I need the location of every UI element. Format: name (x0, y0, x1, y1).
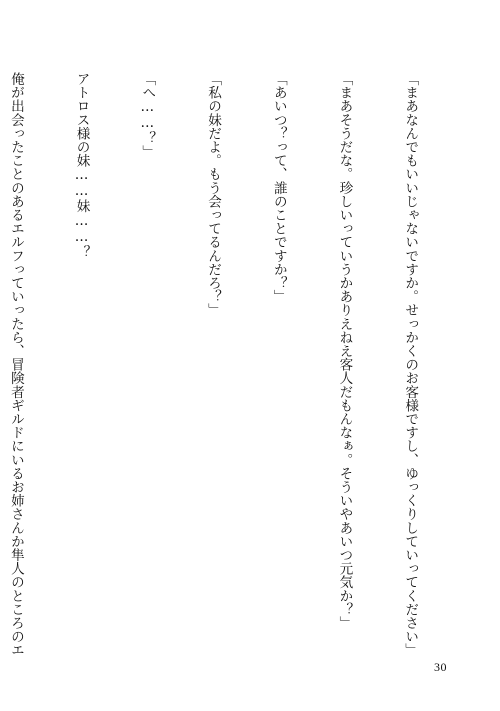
text-line: 「へ……？」 (139, 72, 156, 159)
text-line: 俺が出会ったことのあるエルフっていったら、冒険者ギルドにいるお姉さんか隼人のところのエ (7, 72, 24, 657)
text-line: 「あいつ？って、誰のことですか？」 (270, 72, 287, 304)
page-number: 30 (434, 660, 447, 674)
text-line: 「私の妹だよ。もう会ってるんだろ？」 (205, 72, 222, 317)
text-line: アトロス様の妹……妹……？ (73, 72, 90, 259)
text-line: 「まあなんでもいいじゃないですか。せっかくのお客様ですし、ゆっくりしていってください」 (402, 72, 419, 657)
text-line: 「まあそうだな。珍しいっていうかありえねえ客人だもんなぁ。そういやあいつ元気か？」 (336, 72, 353, 630)
vertical-text-body (7, 72, 464, 657)
